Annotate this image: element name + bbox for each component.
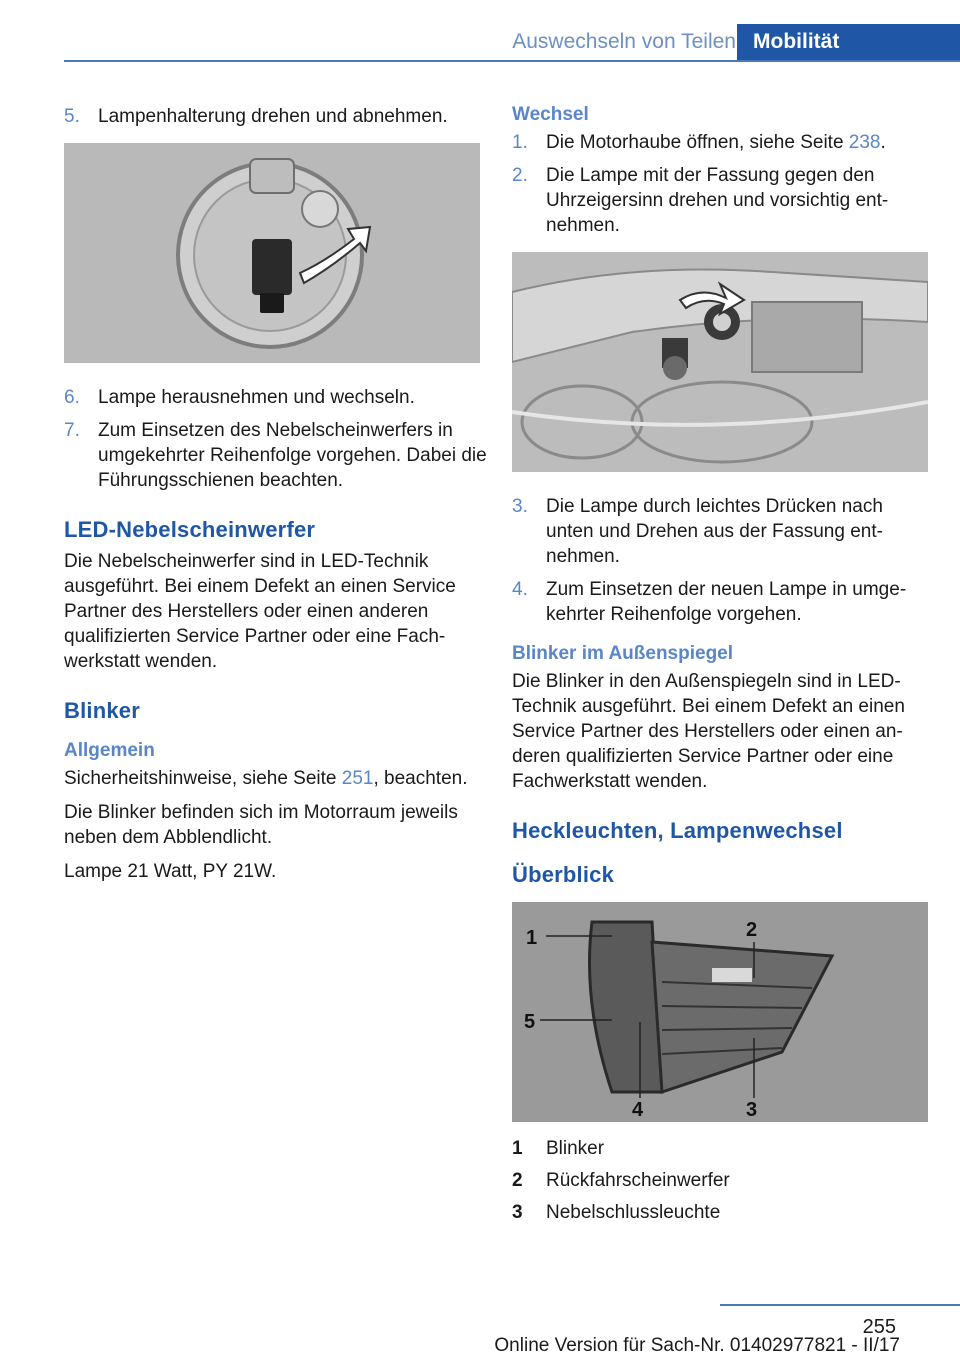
step-4 [512,577,932,627]
step-number: 5. [64,106,80,127]
callout-3: 3 [746,1099,758,1121]
fog-lamp-holder-figure [64,143,480,363]
online-version-note: Online Version für Sach-Nr. 01402977821 - II/17 [494,1335,900,1356]
step-number: 3. [512,496,528,517]
allgemein-heading: Allgemein [64,740,155,761]
overview-heading: Überblick [512,862,615,887]
step-number: 6. [64,387,80,408]
step-text: Die Lampe durch leichtes Drücken nach unten und Drehen aus der Fassung entnehmen. [546,496,883,567]
page-number: 255 [862,1316,896,1338]
legend-number: 1 [512,1138,523,1159]
left-column [64,104,492,893]
legend-item [512,1168,932,1193]
engine-bay-figure [512,252,928,472]
header-section-title: Auswechseln von Teilen [512,30,736,53]
step-1-suffix: . [880,132,886,153]
safety-note [64,766,492,791]
legend-label: Blinker [546,1138,605,1159]
safety-suffix: , beachten. [373,768,468,789]
callout-2: 2 [746,919,758,941]
step-number: 4. [512,579,528,600]
page-link-238[interactable]: 238 [848,132,881,153]
blinker-body: Die Blinker befinden sich im Motorraum jeweils neben dem Abblendlicht. [64,802,458,848]
callout-1: 1 [526,927,538,949]
rear-lights-heading: Heckleuchten, Lampenwechsel [512,818,843,843]
step-text [546,130,932,155]
page-link-251[interactable]: 251 [341,768,374,789]
step-5 [64,104,492,129]
step-text: Die Lampe mit der Fassung gegen den Uhrzeigersinn drehen und vorsichtig entnehmen. [546,165,889,236]
mirror-blinker-heading: Blinker im Außenspiegel [512,643,734,664]
step-number: 2. [512,165,528,186]
step-number: 7. [64,420,80,441]
step-2 [512,163,932,238]
legend-number: 2 [512,1170,523,1191]
led-fog-body: Die Nebelscheinwerfer sind in LED-Technik ausgeführt. Bei einem Defekt an einen Service Partner des Herstellers oder einen anderen qualifizierten Service Partner oder eine Fachwerkstatt wenden. [64,551,456,672]
legend-number: 3 [512,1202,523,1223]
right-column [512,104,932,1232]
step-1 [512,130,932,155]
tail-light-figure [512,902,928,1122]
step-6 [64,385,492,410]
step-text: Zum Einsetzen der neuen Lampe in umgekehrter Reihenfolge vorgehen. [546,579,907,625]
safety-prefix: Sicherheitshinweise, siehe Seite [64,768,342,789]
footer-rule [720,1304,960,1306]
legend-item [512,1200,932,1225]
step-1-prefix: Die Motorhaube öffnen, siehe Seite [546,132,849,153]
callout-4: 4 [632,1099,644,1121]
header-rule [64,60,960,62]
step-text: Lampenhalterung drehen und abnehmen. [98,106,448,127]
callout-5: 5 [524,1011,536,1033]
blinker-heading: Blinker [64,698,140,723]
step-text: Zum Einsetzen des Nebelscheinwerfers in umgekehrter Reihenfolge vorgehen. Dabei die Führungsschienen beachten. [98,420,487,491]
step-text: Lampe herausnehmen und wechseln. [98,387,415,408]
legend-label: Rückfahrscheinwerfer [546,1170,730,1191]
step-number: 1. [512,132,528,153]
step-3 [512,494,932,569]
header-chapter-tab: Mobilität [737,24,960,62]
legend-label: Nebelschlussleuchte [546,1202,721,1223]
led-fog-heading: LED-Nebelscheinwerfer [64,517,316,542]
lamp-spec: Lampe 21 Watt, PY 21W. [64,861,277,882]
mirror-blinker-body: Die Blinker in den Außenspiegeln sind in LED-Technik ausgeführt. Bei einem Defekt an einen Service Partner des Herstellers oder einen anderen qualifizierten Service Partner oder eine Fachwerkstatt wenden. [512,671,905,792]
legend-item [512,1136,932,1161]
step-7 [64,418,492,493]
wechsel-heading: Wechsel [512,104,589,125]
